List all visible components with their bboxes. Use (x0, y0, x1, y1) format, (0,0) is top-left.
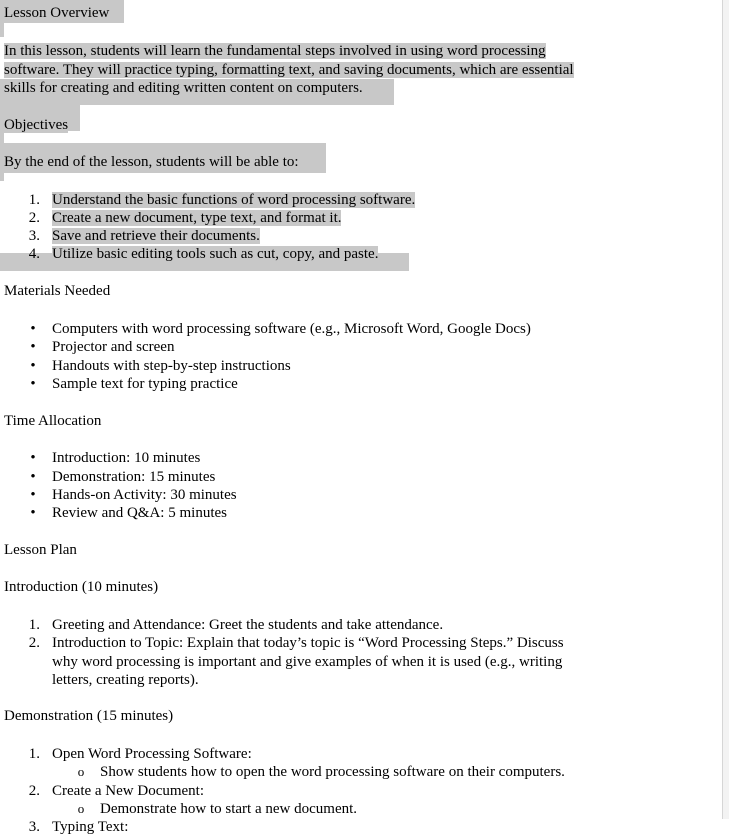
overview-paragraph-line: software. They will practice typing, formatting text, and saving documents, which are essential (4, 62, 574, 78)
overview-paragraph-line: skills for creating and editing written content on computers. (4, 80, 363, 96)
demonstration-heading: Demonstration (15 minutes) (4, 708, 174, 724)
lesson-overview-heading: Lesson Overview (4, 5, 110, 21)
document-page[interactable]: Lesson Overview In this lesson, students will learn the fundamental steps involved in using word processing software. They will practice typing, formatting text, and saving documents, which are essential skills for creating and editing written content on computers. Objectives By the end of the lesson, students will be able to: 1. Understand the basic functions of word processing software. 2. Create a new document, type text, and format it. 3. Save and retrieve their documents. 4. Utilize basic editing tools such as cut, copy, and paste. Materials Needed • Computers with word processing software (e.g., Microsoft Word, Google Docs) • Projector and screen • Handouts with step-by-step instructions • Sample text for typing practice Time Allocation • Introduction: 10 minutes • Demonstration: 15 minutes • Hands-on Activity: 30 minutes • Review and Q&A: 5 minutes Lesson Plan Introduction (10 minutes) 1. Greeting and Attendance: Greet the students and take attendance. 2. Introduction to Topic: Explain that today’s topic is “Word Processing Steps.” Discuss why word processing is important and give examples of when it is used (e.g., writing letters, creating reports). Demonstration (15 minutes) 1. Open Word Processing Software: o Show students how to open the word processing software on their computers. 2. Create a New Document: o Demonstrate how to start a new document. 3. Typing Text: (0, 0, 722, 831)
objectives-heading: Objectives (4, 117, 69, 133)
introduction-heading: Introduction (10 minutes) (4, 579, 159, 595)
time-allocation-heading: Time Allocation (4, 413, 102, 429)
objectives-intro: By the end of the lesson, students will be able to: (4, 154, 299, 170)
overview-paragraph-line: In this lesson, students will learn the fundamental steps involved in using word processing (4, 43, 546, 59)
selection-block (0, 23, 4, 37)
lesson-plan-heading: Lesson Plan (4, 542, 77, 558)
selection-block (0, 173, 4, 181)
page-edge-scroll-area[interactable] (722, 0, 729, 819)
materials-heading: Materials Needed (4, 283, 111, 299)
